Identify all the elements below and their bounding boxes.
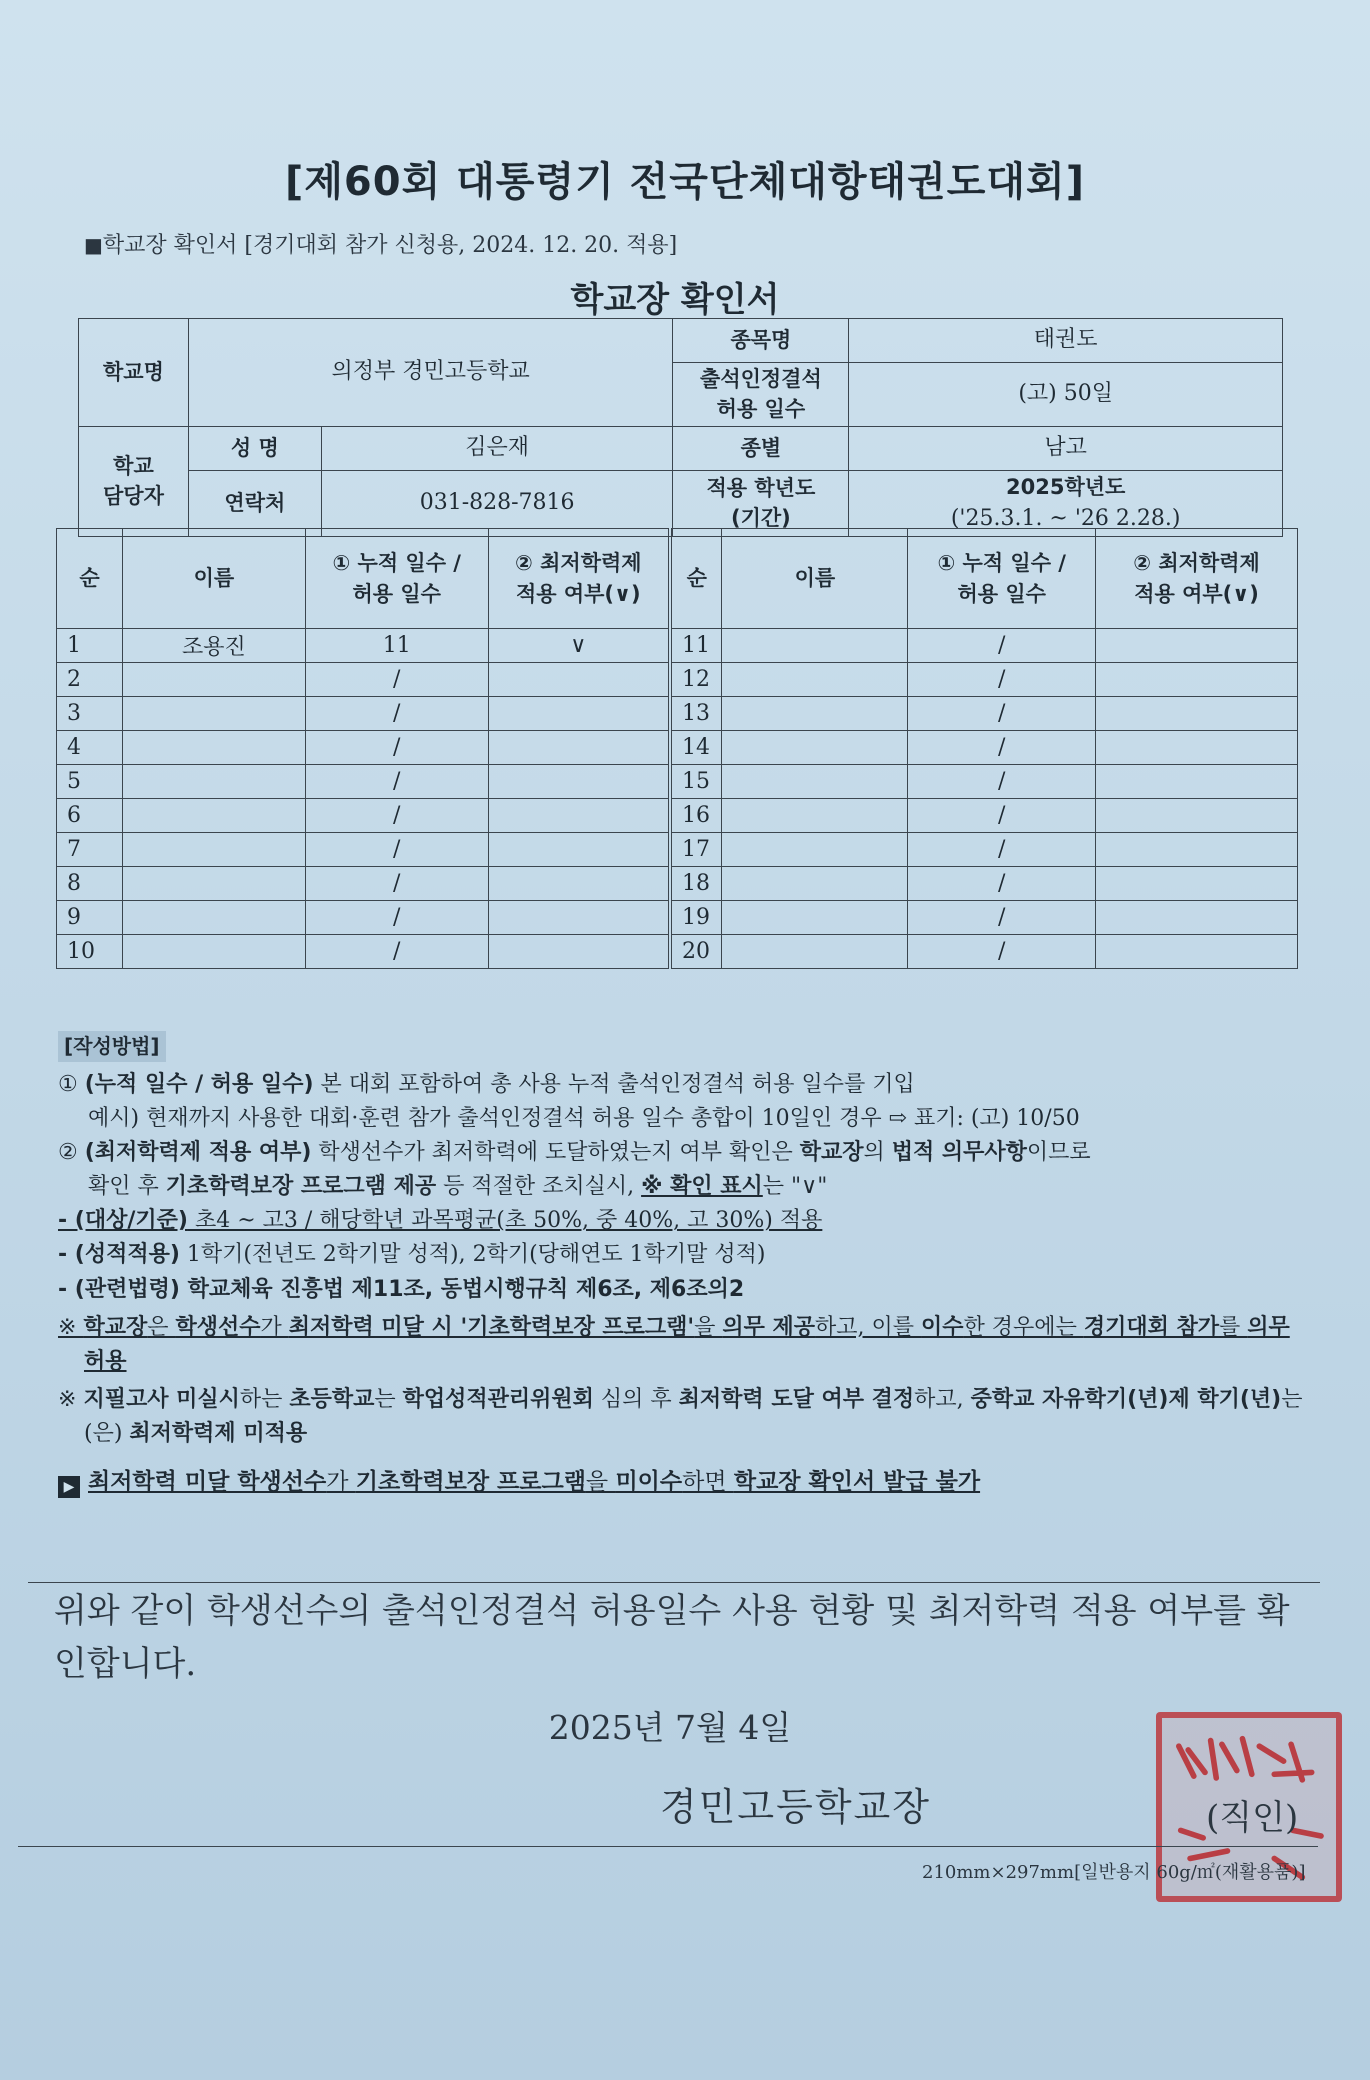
method-line-7: - (관련법령) 학교체육 진흥법 제11조, 동법시행규칙 제6조, 제6조의2	[58, 1276, 745, 1302]
student-table	[56, 528, 1298, 969]
issuance-warning: ▶ 최저학력 미달 학생선수가 기초학력보장 프로그램을 미이수하면 학교장 확인서 발급 불가	[58, 1465, 1318, 1501]
header-no-left: 순	[57, 529, 123, 629]
method-note-2: ※ 지필고사 미실시하는 초등학교는 학업성적관리위원회 심의 후 최저학력 도달 여부 결정하고, 중학교 자유학기(년)제 학기(년)는(은) 최저학력제 미적용	[58, 1386, 1303, 1446]
document-subtitle	[84, 228, 677, 259]
confirmation-statement: 위와 같이 학생선수의 출석인정결석 허용일수 사용 현황 및 최저학력 적용 여부를 확인합니다.	[54, 1591, 1290, 1684]
table-row: 8 / 18 /	[57, 867, 1298, 901]
table-row: 2 / 12 /	[57, 663, 1298, 697]
header-minimum-left: ② 최저학력제 적용 여부(∨)	[488, 529, 670, 629]
table-row: 6 / 16 /	[57, 799, 1298, 833]
table-row: 10 / 20 /	[57, 935, 1298, 969]
table-row: 1 조용진 11 ∨ 11 /	[57, 629, 1298, 663]
table-row: 7 / 17 /	[57, 833, 1298, 867]
absence-allowance-value: (고) 50일	[849, 363, 1283, 427]
issue-date: 2025년 7월 4일	[548, 1708, 792, 1747]
principal-name: 경민고등학교장	[660, 1785, 931, 1829]
seal-label: (직인)	[1206, 1798, 1299, 1838]
event-label: 종목명	[673, 319, 849, 363]
school-value: 의정부 경민고등학교	[188, 319, 673, 427]
table-row: 5 / 15 /	[57, 765, 1298, 799]
header-cumulative-right: ① 누적 일수 / 허용 일수	[908, 529, 1096, 629]
manager-name-value: 김은재	[321, 427, 673, 471]
table-row: 4 / 14 /	[57, 731, 1298, 765]
contact-value: 031-828-7816	[321, 471, 673, 537]
header-minimum-right: ② 최저학력제 적용 여부(∨)	[1096, 529, 1298, 629]
method-line-1: ① (누적 일수 / 허용 일수) 본 대회 포함하여 총 사용 누적 출석인정결석 허용 일수를 기입	[58, 1072, 915, 1097]
method-line-4: 확인 후 기초학력보장 프로그램 제공 등 적절한 조치실시, ※ 확인 표시는 "∨"	[88, 1174, 828, 1200]
subtitle-text: 학교장 확인서 [경기대회 참가 신청용, 2024. 12. 20. 적용]	[102, 233, 678, 258]
absence-allowance-label: 출석인정결석 허용 일수	[673, 363, 849, 427]
method-line-6: - (성적적용) 1학기(전년도 2학기말 성적), 2학기(당해연도 1학기말 성적)	[58, 1242, 766, 1268]
contest-title: [제60회 대통령기 전국단체대항태권도대회]	[285, 159, 1085, 205]
document-heading: 학교장 확인서	[570, 280, 780, 320]
header-name-right: 이름	[722, 529, 908, 629]
table-row: 3 / 13 /	[57, 697, 1298, 731]
writing-method-section	[58, 1030, 1318, 1501]
square-bullet-icon: ■	[84, 233, 103, 257]
header-name-left: 이름	[122, 529, 305, 629]
method-line-3: ② (최저학력제 적용 여부) 학생선수가 최저학력에 도달하였는지 여부 확인은 학교장의 법적 의무사항이므로	[58, 1140, 1091, 1166]
school-info-table	[78, 318, 1283, 537]
school-label: 학교명	[79, 319, 189, 427]
paper-spec: 210mm×297mm[일반용지 60g/㎡(재활용품)]	[922, 1862, 1306, 1883]
method-line-5: - (대상/기준) 초4 ~ 고3 / 해당학년 과목평균(초 50%, 중 40%, 고 30%) 적용	[58, 1208, 823, 1234]
method-note-1: ※ 학교장은 학생선수가 최저학력 미달 시 '기초학력보장 프로그램'을 의무 제공하고, 이를 이수한 경우에는 경기대회 참가를 의무 허용	[58, 1314, 1290, 1374]
table-header-row	[57, 529, 1298, 629]
category-value: 남고	[849, 427, 1283, 471]
writing-method-tag: [작성방법]	[58, 1031, 166, 1062]
event-value: 태권도	[849, 319, 1283, 363]
contact-label: 연락처	[188, 471, 321, 537]
header-no-right: 순	[670, 529, 722, 629]
divider-top	[28, 1582, 1320, 1583]
grade-year-value: 2025학년도 ('25.3.1. ~ '26 2.28.)	[849, 471, 1283, 537]
manager-label: 학교 담당자	[79, 427, 189, 537]
divider-bottom	[18, 1846, 1318, 1847]
grade-year-label: 적용 학년도 (기간)	[673, 471, 849, 537]
header-cumulative-left: ① 누적 일수 / 허용 일수	[305, 529, 488, 629]
warning-box-icon: ▶	[58, 1476, 80, 1498]
table-row: 9 / 19 /	[57, 901, 1298, 935]
category-label: 종별	[673, 427, 849, 471]
name-label: 성 명	[188, 427, 321, 471]
method-line-2: 예시) 현재까지 사용한 대회·훈련 참가 출석인정결석 허용 일수 총합이 10일인 경우 ⇨ 표기: (고) 10/50	[88, 1106, 1080, 1132]
